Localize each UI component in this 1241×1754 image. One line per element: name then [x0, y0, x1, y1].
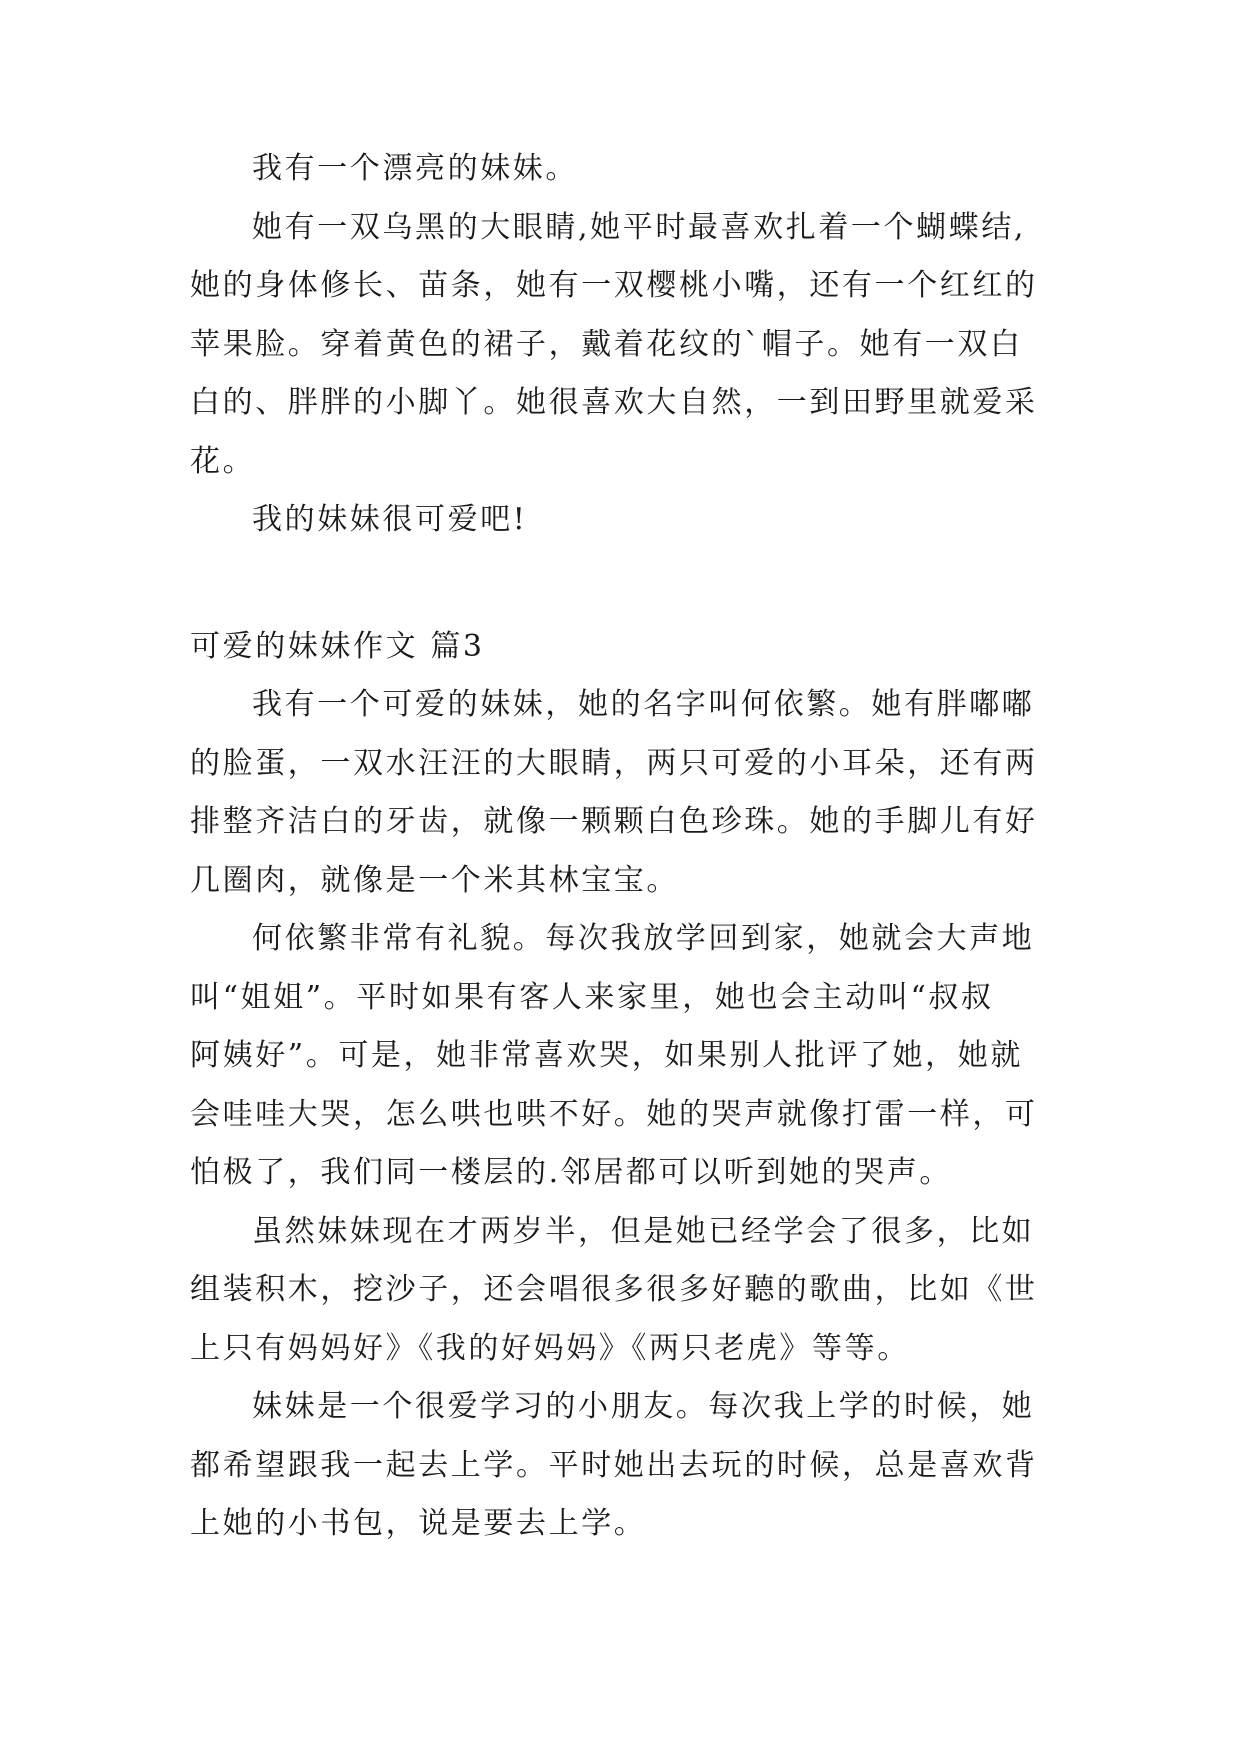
section-heading: 可爱的妹妹作文 篇3	[190, 629, 485, 664]
paragraph-appearance	[190, 676, 1070, 910]
paragraph-conclusion	[190, 491, 1070, 550]
paragraph-manners	[190, 910, 1070, 1203]
essay-top-section	[190, 140, 1070, 550]
text-line: 阿姨好”。可是，她非常喜欢哭，如果别人批评了她，她就	[190, 1038, 1023, 1073]
text-line: 几圈肉，就像是一个米其林宝宝。	[190, 862, 679, 898]
text-line: 花。	[190, 443, 256, 479]
essay-bottom-section	[190, 676, 1070, 1554]
paragraph-skills	[190, 1203, 1070, 1379]
paragraph-learning	[190, 1378, 1070, 1554]
text-line: 上她的小书包，说是要去上学。	[190, 1506, 647, 1541]
text-line: 叫“姐姐”。平时如果有客人来家里，她也会主动叫“叔叔	[190, 979, 994, 1015]
text-line: 都希望跟我一起去上学。平时她出去玩的时候，总是喜欢背	[190, 1447, 1038, 1483]
paragraph-intro	[190, 140, 1070, 199]
text-line: 她的身体修长、苗条，她有一双樱桃小嘴，还有一个红红的	[190, 268, 1038, 303]
text-line: 的脸蛋，一双水汪汪的大眼睛，两只可爱的小耳朵，还有两	[190, 745, 1038, 781]
text-line: 会哇哇大哭，怎么哄也哄不好。她的哭声就像打雷一样，可	[190, 1096, 1038, 1132]
text-line: 我有一个漂亮的妹妹。	[252, 151, 578, 186]
text-line: 虽然妹妹现在才两岁半，但是她已经学会了很多，比如	[252, 1213, 1035, 1249]
text-line: 我的妹妹很可爱吧!	[252, 502, 528, 537]
text-line: 白的、胖胖的小脚丫。她很喜欢大自然，一到田野里就爱采	[190, 385, 1038, 420]
text-line: 排整齐洁白的牙齿，就像一颗颗白色珍珠。她的手脚儿有好	[190, 804, 1038, 839]
text-line: 上只有妈妈好》《我的好妈妈》《两只老虎》等等。	[190, 1330, 910, 1366]
text-line: 她有一双乌黑的大眼睛,她平时最喜欢扎着一个蝴蝶结,	[252, 209, 1027, 245]
text-line: 何依繁非常有礼貌。每次我放学回到家，她就会大声地	[252, 921, 1035, 956]
text-line: 我有一个可爱的妹妹，她的名字叫何依繁。她有胖嘟嘟	[252, 687, 1035, 722]
text-line: 妹妹是一个很爱学习的小朋友。每次我上学的时候，她	[252, 1389, 1035, 1424]
paragraph-description	[190, 199, 1070, 492]
text-line: 组装积木，挖沙子，还会唱很多很多好聽的歌曲，比如《世	[190, 1272, 1038, 1307]
text-line: 苹果脸。穿着黄色的裙子，戴着花纹的`帽子。她有一双白	[190, 326, 1023, 362]
text-line: 怕极了，我们同一楼层的.邻居都可以听到她的哭声。	[190, 1155, 952, 1190]
